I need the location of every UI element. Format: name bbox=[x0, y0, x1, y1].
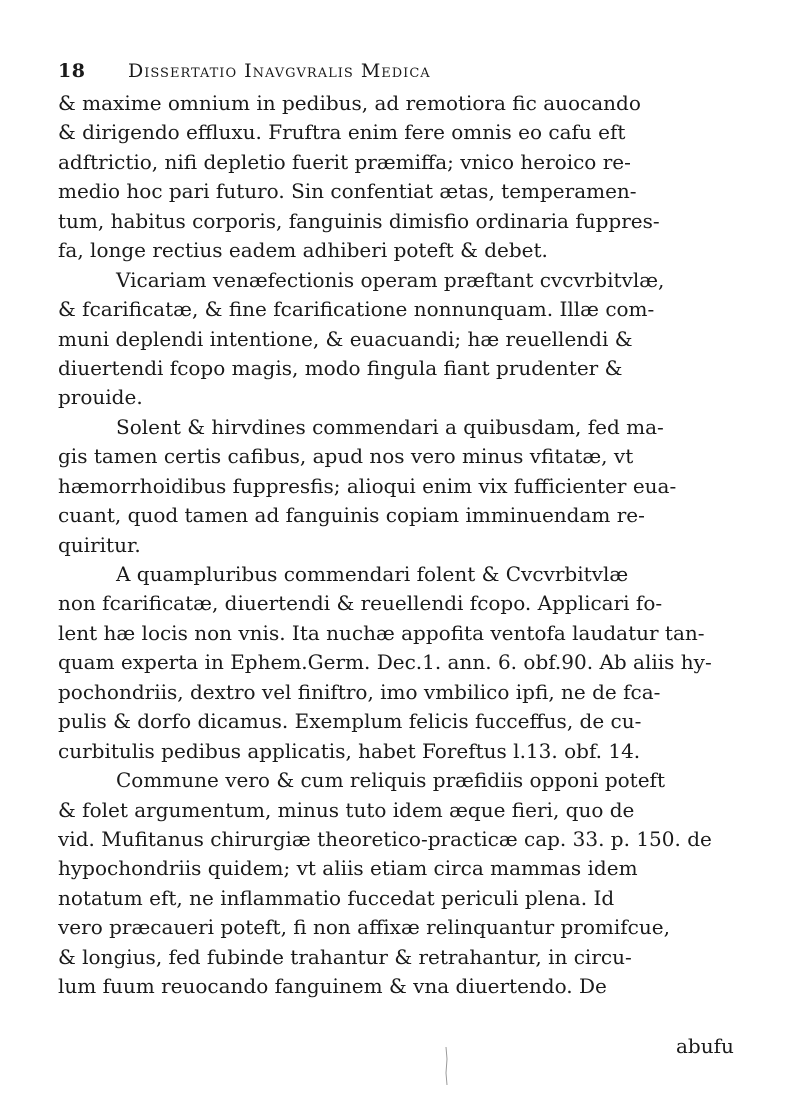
page-number: 18 bbox=[58, 60, 86, 82]
text-line: lum fuum reuocando fanguinem & vna diuertendo. De bbox=[58, 974, 607, 999]
text-line: hypochondriis quidem; vt aliis etiam circa mammas idem bbox=[58, 856, 638, 881]
text-line: diuertendi fcopo magis, modo fingula fiant prudenter & bbox=[58, 355, 623, 380]
text-line: vero præcaueri poteft, fi non affixæ relinquantur promifcue, bbox=[58, 915, 670, 940]
text-line: & longius, fed fubinde trahantur & retrahantur, in circu- bbox=[58, 944, 632, 969]
text-line: prouide. bbox=[58, 385, 143, 410]
text-line: quam experta in Ephem.Germ. Dec.1. ann. 6. obf.90. Ab aliis hy- bbox=[58, 650, 712, 675]
text-line: vid. Mufitanus chirurgiæ theoretico-practicæ cap. 33. p. 150. de bbox=[58, 826, 712, 851]
catchword: abufu bbox=[676, 1034, 734, 1058]
text-line: non fcarificatæ, diuertendi & reuellendi fcopo. Applicari fo- bbox=[58, 591, 663, 616]
text-line: hæmorrhoidibus fuppresfis; alioqui enim vix fufficienter eua- bbox=[58, 473, 677, 498]
paragraph-start-line: Vicariam venæfectionis operam præftant cvcvrbitvlæ, bbox=[116, 267, 665, 292]
paper-speck-marks bbox=[440, 1045, 454, 1105]
running-title: Dissertatio Inavgvralis Medica bbox=[128, 60, 431, 82]
text-line: muni deplendi intentione, & euacuandi; hæ reuellendi & bbox=[58, 326, 633, 351]
paragraph-start-line: A quampluribus commendari folent & Cvcvrbitvlæ bbox=[116, 562, 629, 586]
text-line: curbitulis pedibus applicatis, habet Foreftus l.13. obf. 14. bbox=[58, 738, 641, 763]
text-line: pochondriis, dextro vel finiftro, imo vmbilico ipfi, ne de fca- bbox=[58, 679, 661, 704]
text-line: fa, longe rectius eadem adhiberi poteft & debet. bbox=[58, 238, 548, 263]
text-line: pulis & dorfo dicamus. Exemplum felicis fucceffus, de cu- bbox=[58, 709, 642, 734]
text-line: & fcarificatæ, & fine fcarificatione nonnunquam. Illæ com- bbox=[58, 297, 655, 322]
text-line: & maxime omnium in pedibus, ad remotiora fic auocando bbox=[58, 91, 641, 115]
text-line: notatum eft, ne inflammatio fuccedat periculi plena. Id bbox=[58, 885, 615, 910]
text-line: & dirigendo effluxu. Fruftra enim fere omnis eo cafu eft bbox=[58, 120, 626, 145]
text-line: cuant, quod tamen ad fanguinis copiam imminuendam re- bbox=[58, 503, 645, 528]
running-head bbox=[58, 60, 748, 90]
text-line: quiritur. bbox=[58, 532, 141, 557]
text-line: lent hæ locis non vnis. Ita nuchæ appofita ventofa laudatur tan- bbox=[58, 620, 705, 645]
text-line: tum, habitus corporis, fanguinis dimisfio ordinaria fuppres- bbox=[58, 208, 660, 233]
body-text bbox=[58, 89, 758, 1002]
text-line: adftrictio, nifi depletio fuerit præmiffa; vnico heroico re- bbox=[58, 149, 631, 174]
paragraph-start-line: Commune vero & cum reliquis præfidiis opponi poteft bbox=[116, 768, 665, 793]
text-line: medio hoc pari futuro. Sin confentiat ætas, temperamen- bbox=[58, 179, 637, 204]
text-line: gis tamen certis cafibus, apud nos vero minus vfitatæ, vt bbox=[58, 444, 634, 469]
text-line: & folet argumentum, minus tuto idem æque fieri, quo de bbox=[58, 797, 635, 822]
paragraph-start-line: Solent & hirvdines commendari a quibusdam, fed ma- bbox=[116, 414, 664, 439]
